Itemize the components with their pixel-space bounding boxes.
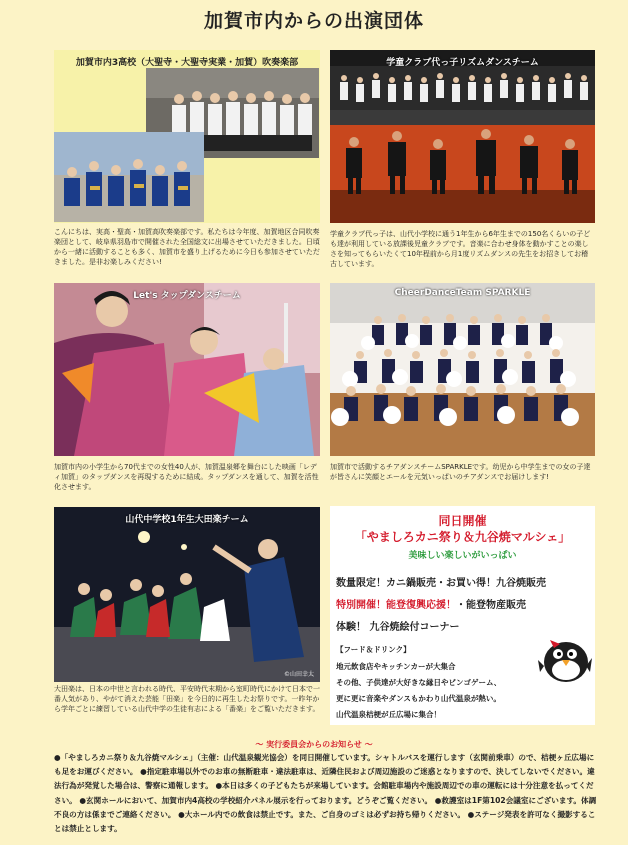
brass-band-illustration [54, 50, 320, 223]
notice-heading: ～ 実行委員会からのお知らせ ～ [255, 740, 373, 749]
page-title: 加賀市内からの出演団体 [203, 10, 424, 32]
food-line-4: 山代温泉桔梗が丘広場に集合！ [336, 710, 441, 719]
food-line-2: その他、子供達が大好きな縁日やビンゴゲーム、 [336, 678, 502, 687]
group-description: 学童クラブ代っ子は、山代小学校に通う1年生から6年生までの150名くらいの子ども達が利用している放課後児童クラブです。音楽に合わせ身体を動かすことの楽しさを知ってもらいたくて10年程前から月1度リズムダンスの先生をお招きしてお稽古しています。 [330, 230, 591, 268]
group-caption: 加賀市内3高校（大聖寺・大聖寺実業・加賀）吹奏楽部 [75, 58, 299, 68]
fair-line-2-rest: ・能登物産販売 [456, 600, 526, 611]
group-description: 加賀市で活動するチアダンスチームSPARKLEです。幼児から中学生までの女の子達が皆さんに笑顔とエールを元気いっぱいのチアダンスでお届けします! [330, 463, 591, 481]
group-description: こんにちは、実高・聖高・加賀高吹奏楽部です。私たちは今年度、加賀地区合同吹奏楽団として、岐阜県羽島市で開催された全国総文に出場させていただきました。日頃から一緒に活動することも多く、加賀市を盛り上げるために今日も参加させていただきました。是非お楽しみください! [54, 228, 320, 266]
group-tap-dance-photo [54, 283, 320, 456]
fair-line-2 [336, 596, 526, 611]
group-dengaku-photo [54, 507, 320, 682]
group-brass-band-photo [54, 50, 320, 223]
fair-line-3: 体験！ 九谷焼絵付コーナー [336, 622, 460, 633]
group-caption: Let's タップダンスチーム [133, 291, 241, 301]
mascot-crab-icon [536, 626, 592, 686]
fair-name: 「やましろカニ祭り＆九谷焼マルシェ」 [354, 530, 571, 544]
group-description: 加賀市内の小学生から70代までの女性40人が、加賀温泉郷を舞台にした映画「レディ加賀」のタップダンスを再現するために結成。タップダンスを通して、加賀を活性化させます。 [54, 463, 319, 491]
cheer-illustration [330, 283, 595, 456]
food-heading: 【フード＆ドリンク】 [336, 645, 411, 654]
dengaku-illustration [54, 507, 320, 682]
photo-credit: ©山田幸太 [283, 671, 314, 678]
rhythm-dance-illustration [330, 50, 595, 223]
group-caption: CheerDanceTeam SPARKLE [394, 288, 531, 298]
group-caption: 山代中学校1年生大田楽チーム [125, 515, 249, 525]
notice-text: ●「やましろカニ祭り＆九谷焼マルシェ」（主催：山代温泉観光協会）を同日開催しています。シャトルバスを運行します（玄関前乗車）ので、桔梗ヶ丘広場にも足をお運びください。 ●指定駐車場以外でのお車の無断駐車・違法駐車は、近隣住民および周辺施設のご迷惑となりますので、決してしないでください。違法行為が発覚した場合は、警察に通報します。 ●本日は多くの子どもたちが来場しています。会館駐車場内や施設周辺での車の運転には十分注意を払ってください。 ●玄関ホールにおいて、加賀市内4高校の学校紹介パネル展示を行っております。どうぞご覧ください。 ●救護室は1F第102会議室にございます。体調不良の方は係までご連絡ください。 ●大ホール内での飲食は禁止です。また、ご自身のゴミは必ずお持ち帰りください。 ●ステージ発表を許可なく撮影することは禁止とします。 [54, 753, 597, 834]
fair-line-1: 数量限定！カニ鍋販売・お買い得！九谷焼販売 [336, 578, 546, 589]
group-description: 大田楽は、日本の中世と言われる時代、平安時代末期から室町時代にかけて日本で一番人気があり、やがて消えた芸能「田楽」を今日的に再生したお祭りです。一昨年から学年ごとに練習している山代中学の生徒有志による「番楽」をご覧いただきます。 [54, 685, 320, 713]
fair-announcement [330, 506, 595, 725]
group-cheer-photo [330, 283, 595, 456]
food-line-1: 地元飲食店やキッチンカーが大集合 [336, 662, 456, 671]
group-rhythm-dance-photo [330, 50, 595, 223]
group-caption: 学童クラブ代っ子リズムダンスチーム [386, 58, 539, 68]
fair-tagline: 美味しい楽しいがいっぱい [408, 551, 517, 561]
fair-line-2-highlight: 特別開催！能登復興応援！ [336, 600, 456, 611]
fair-heading: 同日開催 [438, 514, 487, 528]
food-line-3: 更に更に音楽やダンスもかわり山代温泉が熱い。 [336, 694, 501, 703]
tap-dance-illustration [54, 283, 320, 456]
